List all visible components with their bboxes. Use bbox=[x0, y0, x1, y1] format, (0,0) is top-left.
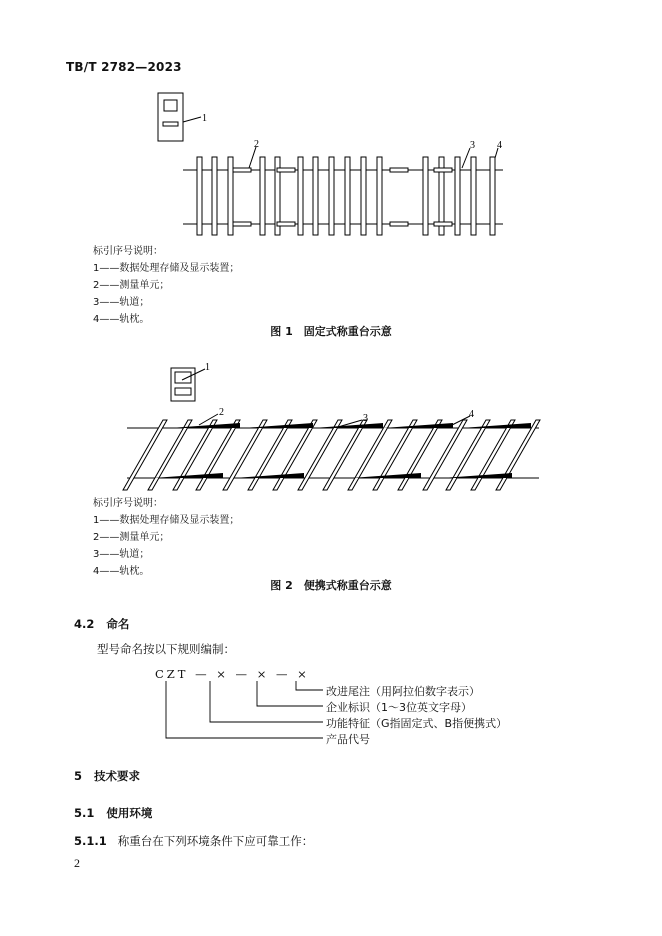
figure-2-caption: 图 2 便携式称重台示意 bbox=[270, 579, 392, 592]
sleeper bbox=[323, 420, 367, 490]
measuring-unit bbox=[383, 423, 453, 428]
measuring-unit bbox=[277, 168, 295, 172]
section-4-2-heading bbox=[74, 616, 129, 632]
sleeper bbox=[123, 420, 167, 490]
legend-item: 1——数据处理存储及显示装置； bbox=[93, 263, 240, 274]
measuring-unit bbox=[243, 423, 313, 428]
annotation-function: 功能特征（G指固定式、B指便携式） bbox=[326, 717, 508, 730]
legend-item: 4——轨枕。 bbox=[93, 566, 150, 577]
sleeper bbox=[455, 157, 460, 235]
measuring-unit bbox=[390, 222, 408, 226]
sleeper bbox=[173, 420, 217, 490]
legend-title: 标引序号说明： bbox=[93, 498, 163, 509]
sleeper bbox=[197, 157, 202, 235]
section-title: 使用环境 bbox=[106, 806, 153, 820]
sleeper bbox=[377, 157, 382, 235]
callout-1: 1 bbox=[202, 113, 207, 124]
callout-2: 2 bbox=[254, 139, 259, 150]
model-formula: CZT — × — × — × bbox=[155, 667, 310, 681]
sleeper bbox=[313, 157, 318, 235]
figure-1-caption: 图 1 固定式称重台示意 bbox=[270, 325, 392, 338]
measuring-unit bbox=[434, 222, 452, 226]
annotation-enterprise: 企业标识（1～3位英文字母） bbox=[326, 701, 472, 714]
sleeper bbox=[398, 420, 442, 490]
figure-2-drawing bbox=[0, 360, 662, 495]
sleeper bbox=[329, 157, 334, 235]
sleeper bbox=[148, 420, 192, 490]
section-title: 命名 bbox=[106, 617, 130, 631]
sleeper bbox=[248, 420, 292, 490]
sleeper bbox=[228, 157, 233, 235]
measuring-unit bbox=[461, 423, 531, 428]
sleeper bbox=[490, 157, 495, 235]
clause-text: 称重台在下列环境条件下应可靠工作： bbox=[117, 834, 314, 848]
section-5-1-heading bbox=[74, 805, 152, 821]
callout-3: 3 bbox=[363, 413, 368, 424]
sleeper bbox=[298, 420, 342, 490]
measuring-unit bbox=[277, 222, 295, 226]
legend-item: 2——测量单元； bbox=[93, 280, 170, 291]
sleeper bbox=[423, 157, 428, 235]
legend-title: 标引序号说明： bbox=[93, 246, 163, 257]
sleeper bbox=[373, 420, 417, 490]
section-number: 5 bbox=[74, 769, 83, 783]
section-title: 技术要求 bbox=[94, 769, 141, 783]
measuring-unit bbox=[233, 222, 251, 226]
legend-item: 2——测量单元； bbox=[93, 532, 170, 543]
measuring-unit bbox=[390, 168, 408, 172]
callout-2: 2 bbox=[219, 407, 224, 418]
sleeper bbox=[212, 157, 217, 235]
annotation-revision: 改进尾注（用阿拉伯数字表示） bbox=[326, 685, 480, 698]
annotation-product-code: 产品代号 bbox=[326, 733, 370, 746]
section-4-2-intro: 型号命名按以下规则编制： bbox=[97, 642, 235, 656]
measuring-unit bbox=[434, 168, 452, 172]
sleeper bbox=[298, 157, 303, 235]
section-5-1-1 bbox=[74, 833, 313, 849]
section-number: 4.2 bbox=[74, 617, 95, 631]
sleeper bbox=[496, 420, 540, 490]
legend-item: 3——轨道； bbox=[93, 297, 150, 308]
sleeper bbox=[345, 157, 350, 235]
sleeper bbox=[260, 157, 265, 235]
standard-number: TB/T 2782—2023 bbox=[66, 60, 182, 74]
sleeper bbox=[361, 157, 366, 235]
callout-4: 4 bbox=[497, 140, 502, 151]
section-number: 5.1 bbox=[74, 806, 95, 820]
sleeper bbox=[446, 420, 490, 490]
sleeper bbox=[471, 420, 515, 490]
section-5-heading bbox=[74, 768, 140, 784]
legend-item: 1——数据处理存储及显示装置； bbox=[93, 515, 240, 526]
measuring-unit bbox=[442, 473, 512, 478]
measuring-unit bbox=[233, 168, 251, 172]
sleeper bbox=[273, 420, 317, 490]
legend-item: 3——轨道； bbox=[93, 549, 150, 560]
callout-3: 3 bbox=[470, 140, 475, 151]
legend-item: 4——轨枕。 bbox=[93, 314, 150, 325]
page-number: 2 bbox=[74, 856, 80, 870]
callout-4: 4 bbox=[469, 409, 474, 420]
sleeper bbox=[348, 420, 392, 490]
figure-1-legend bbox=[93, 243, 239, 328]
sleeper bbox=[471, 157, 476, 235]
measuring-unit bbox=[234, 473, 304, 478]
measuring-unit bbox=[153, 473, 223, 478]
sleeper bbox=[423, 420, 467, 490]
callout-1: 1 bbox=[205, 362, 210, 373]
measuring-unit bbox=[170, 423, 240, 428]
clause-number: 5.1.1 bbox=[74, 834, 107, 848]
figure-2-legend bbox=[93, 495, 239, 580]
